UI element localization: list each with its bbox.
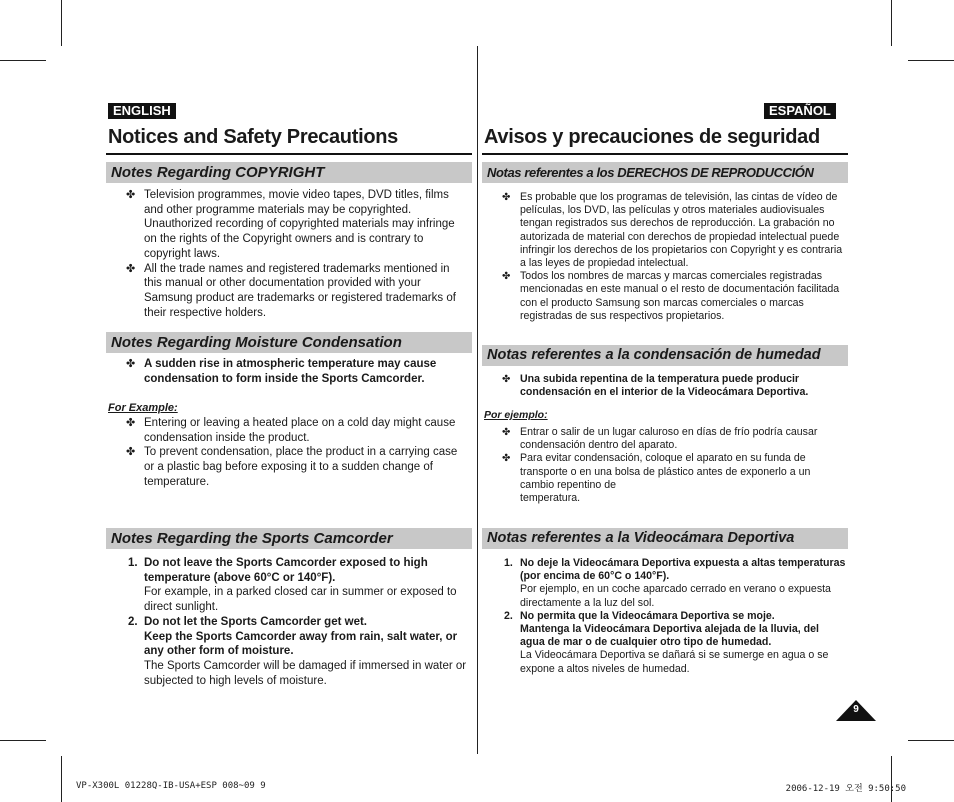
bullet-icon: ✤ [502, 427, 511, 438]
numbered-item: 2. Do not let the Sports Camcorder get wet. Keep the Sports Camcorder away from rain, salt water, or any other form of moisture. The Sports Camcorder will be damaged if immersed in water or subjected to high levels of moisture. [128, 615, 467, 687]
warning-item: ✤ A sudden rise in atmospheric temperature may cause condensation to form inside the Sports Camcorder. [126, 358, 437, 385]
page-title-spanish: Avisos y precauciones de seguridad [484, 126, 820, 148]
crop-mark [908, 60, 954, 61]
crop-mark [891, 756, 892, 802]
footer-left: VP-X300L 01228Q-IB-USA+ESP 008~09 9 [76, 781, 266, 791]
bullet-icon: ✤ [126, 446, 136, 459]
bullet-icon: ✤ [502, 453, 511, 465]
list-item: ✤ Es probable que los programas de televisión, las cintas de vídeo de películas, los DVD, las películas y otros materiales audiovisuales tengan registrados sus derechos de reproducción. La grabación no autorizada de material con derechos de propiedad intelectual puede infringir los derechos de los propietarios con Copyright y es contraria a las leyes de propiedad intelectual. [502, 191, 843, 270]
crop-mark [891, 0, 892, 46]
camcorder-notes-en [108, 556, 474, 688]
bullet-icon: ✤ [502, 192, 511, 203]
title-rule [482, 153, 848, 155]
item-number: 1. [504, 557, 513, 569]
page-title-english: Notices and Safety Precautions [108, 126, 398, 148]
numbered-item: 1. Do not leave the Sports Camcorder exposed to high temperature (above 60°C or 140°F). For example, in a parked closed car in summer or exposed to direct sunlight. [128, 557, 457, 614]
language-tag-spanish: ESPAÑOL [764, 103, 836, 119]
list-item: ✤ Todos los nombres de marcas y marcas comerciales registradas mencionadas en este manual o el resto de documentación facilitada con el producto Samsung son marcas comerciales o marcas registradas de sus respectivos propietarios. [502, 270, 840, 322]
column-divider [477, 46, 478, 754]
title-rule [106, 153, 472, 155]
section-heading-camcorder: Notas referentes a la Videocámara Deportiva [482, 528, 848, 549]
bullet-icon: ✤ [126, 189, 136, 201]
bullet-icon: ✤ [502, 374, 511, 385]
section-heading-copyright: Notes Regarding COPYRIGHT [106, 162, 472, 183]
crop-mark [908, 740, 954, 741]
bullet-icon: ✤ [502, 271, 511, 283]
moisture-examples-es [484, 426, 844, 505]
moisture-warning-es [484, 373, 844, 399]
section-heading-camcorder: Notes Regarding the Sports Camcorder [106, 528, 472, 549]
copyright-notes-es [484, 191, 844, 323]
crop-mark [0, 60, 46, 61]
item-number: 1. [128, 557, 138, 569]
crop-mark [61, 756, 62, 802]
moisture-examples-en [108, 416, 466, 490]
copyright-notes-en [108, 188, 466, 320]
example-label: For Example: [108, 402, 178, 414]
list-item: ✤ Television programmes, movie video tapes, DVD titles, films and other programme materials may be copyrighted. Unauthorized recording of copyrighted materials may infringe on the rights of the Copyright owners and is contrary to copyright laws. [126, 189, 455, 260]
crop-mark [0, 740, 46, 741]
crop-mark [61, 0, 62, 46]
bullet-icon: ✤ [126, 417, 136, 429]
list-item: ✤ All the trade names and registered trademarks mentioned in this manual or other documentation provided with your Samsung product are trademarks or registered trademarks of their respective holders. [126, 262, 456, 319]
section-heading-copyright: Notas referentes a los DERECHOS DE REPRODUCCIÓN [482, 162, 848, 183]
list-item: ✤ Entering or leaving a heated place on a cold day might cause condensation inside the product. [126, 417, 456, 444]
item-number: 2. [128, 615, 138, 628]
language-tag-english: ENGLISH [108, 103, 176, 119]
list-item: ✤ Para evitar condensación, coloque el aparato en su funda de transporte o en una bolsa de plástico antes de exponerlo a un cambio repentino de temperatura. [502, 452, 811, 505]
footer-right: 2006-12-19 오전 9:50:50 [785, 784, 906, 794]
list-item: ✤ Entrar o salir de un lugar caluroso en días de frío podría causar condensación dentro del aparato. [502, 426, 818, 452]
camcorder-notes-es [484, 557, 846, 676]
example-label: Por ejemplo: [484, 409, 548, 421]
list-item: ✤ To prevent condensation, place the product in a carrying case or a plastic bag before exposing it to a sudden change of temperature. [126, 446, 458, 488]
warning-item: ✤ Una subida repentina de la temperatura puede producir condensación en el interior de la Videocámara Deportiva. [502, 373, 809, 399]
section-heading-moisture: Notas referentes a la condensación de humedad [482, 345, 848, 366]
bullet-icon: ✤ [126, 358, 136, 370]
bullet-icon: ✤ [126, 262, 136, 275]
item-number: 2. [504, 609, 513, 622]
section-heading-moisture: Notes Regarding Moisture Condensation [106, 332, 472, 353]
moisture-warning-en [108, 357, 466, 386]
page-number: 9 [853, 704, 859, 715]
numbered-item: 1. No deje la Videocámara Deportiva expuesta a altas temperaturas (por encima de 60°C o 140°F). Por ejemplo, en un coche aparcado cerrado en verano o expuesta directamente a la luz del sol. [504, 557, 846, 609]
numbered-item: 2. No permita que la Videocámara Deportiva se moje. Mantenga la Videocámara Deportiva alejada de la lluvia, del agua de mar o de cualquier otro tipo de humedad. La Videocámara Deportiva se dañará si se sumerge en agua o se expone a altos niveles de humedad. [504, 609, 829, 675]
